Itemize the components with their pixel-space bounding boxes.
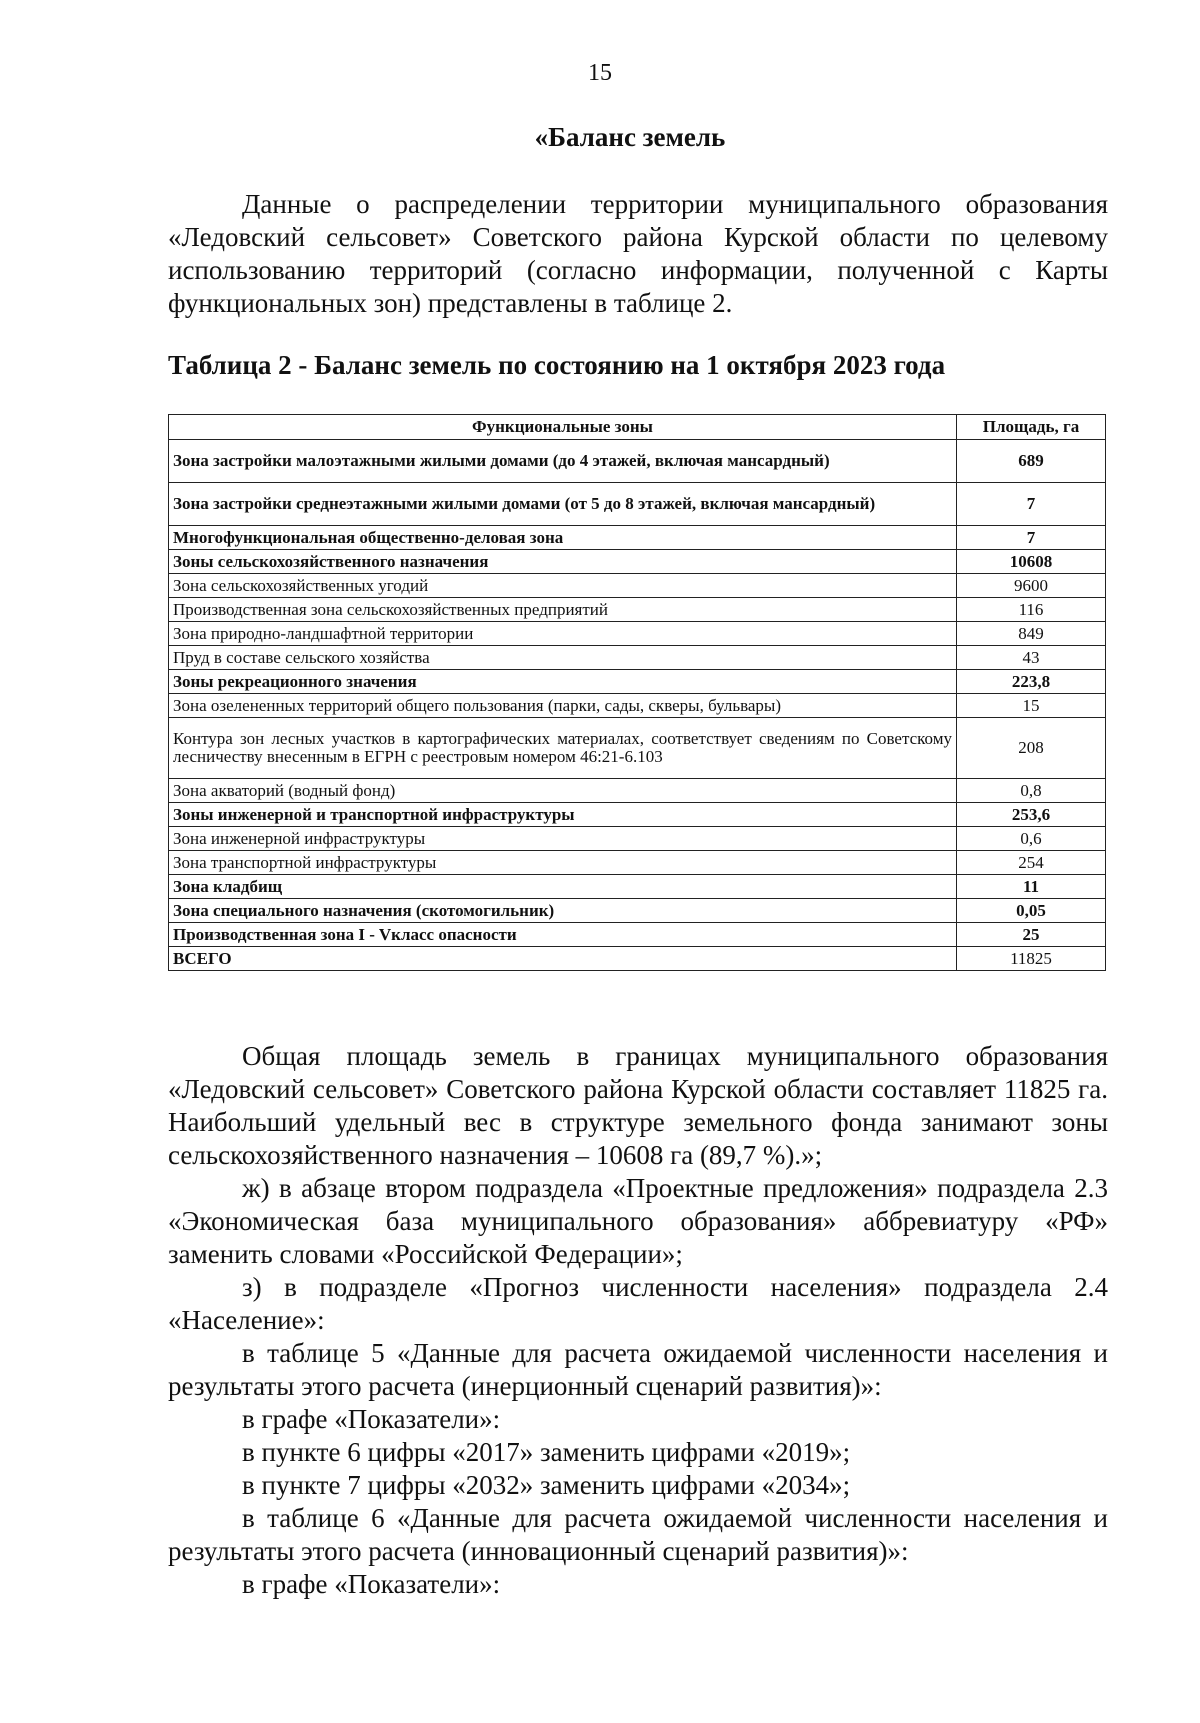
zone-area: 208	[957, 718, 1106, 779]
table-row	[169, 923, 1106, 947]
zone-name: Зона инженерной инфраструктуры	[169, 827, 957, 851]
zone-name: Зона застройки среднеэтажными жилыми домами (от 5 до 8 этажей, включая мансардный)	[169, 483, 957, 526]
table-row	[169, 875, 1106, 899]
intro-paragraph: Данные о распределении территории муниципального образования «Ледовский сельсовет» Советского района Курской области по целевому использованию территорий (согласно информации, полученной с Карты функциональных зон) представлены в таблице 2.	[168, 189, 1108, 318]
zone-name: Зона сельскохозяйственных угодий	[169, 574, 957, 598]
zone-area: 11	[957, 875, 1106, 899]
zone-name: Зона озелененных территорий общего пользования (парки, сады, скверы, бульвары)	[169, 694, 957, 718]
table-row	[169, 483, 1106, 526]
table-row	[169, 694, 1106, 718]
paragraph-table-6: в таблице 6 «Данные для расчета ожидаемой численности населения и результаты этого расчета (инновационный сценарий развития)»:	[168, 1503, 1108, 1566]
zone-name: Зона специального назначения (скотомогильник)	[169, 899, 957, 923]
zone-area: 43	[957, 646, 1106, 670]
table-row	[169, 550, 1106, 574]
zone-area: 7	[957, 483, 1106, 526]
zone-area: 0,6	[957, 827, 1106, 851]
paragraph-total-area: Общая площадь земель в границах муниципального образования «Ледовский сельсовет» Советского района Курской области составляет 11825 га. Наибольший удельный вес в структуре земельного фонда занимают зоны сельскохозяйственного назначения – 10608 га (89,7 %).»;	[168, 1041, 1108, 1170]
zone-area: 15	[957, 694, 1106, 718]
table-row	[169, 646, 1106, 670]
paragraph-item-zh: ж) в абзаце втором подраздела «Проектные предложения» подраздела 2.3 «Экономическая база муниципального образования» аббревиатуру «РФ» заменить словами «Российской Федерации»;	[168, 1173, 1108, 1269]
table-title: Таблица 2 - Баланс земель по состоянию на 1 октября 2023 года	[168, 350, 946, 380]
zone-name: Зоны сельскохозяйственного назначения	[169, 550, 957, 574]
zone-area: 849	[957, 622, 1106, 646]
zone-area: 9600	[957, 574, 1106, 598]
paragraph-column-indicators: в графе «Показатели»:	[242, 1404, 501, 1434]
table-row	[169, 827, 1106, 851]
zone-area: 116	[957, 598, 1106, 622]
land-balance-table	[168, 414, 1106, 971]
zone-name: Зона застройки малоэтажными жилыми домами (до 4 этажей, включая мансардный)	[169, 440, 957, 483]
table-row	[169, 598, 1106, 622]
zone-area: 7	[957, 526, 1106, 550]
page-number: 15	[588, 60, 612, 86]
paragraph-item-7: в пункте 7 цифры «2032» заменить цифрами «2034»;	[242, 1470, 851, 1500]
total-label: ВСЕГО	[169, 947, 957, 971]
zone-name: Зоны инженерной и транспортной инфраструктуры	[169, 803, 957, 827]
table-row	[169, 574, 1106, 598]
zone-name: Производственная зона сельскохозяйственных предприятий	[169, 598, 957, 622]
table-row	[169, 440, 1106, 483]
header-area: Площадь, га	[957, 415, 1106, 440]
paragraph-column-indicators-2: в графе «Показатели»:	[242, 1569, 501, 1599]
paragraph-table-5: в таблице 5 «Данные для расчета ожидаемой численности населения и результаты этого расчета (инерционный сценарий развития)»:	[168, 1338, 1108, 1401]
table-row	[169, 622, 1106, 646]
table-total-row	[169, 947, 1106, 971]
zone-name: Зоны рекреационного значения	[169, 670, 957, 694]
section-heading: «Баланс земель	[534, 122, 726, 152]
table-header-row	[169, 415, 1106, 440]
zone-area: 253,6	[957, 803, 1106, 827]
paragraph-item-z: з) в подразделе «Прогноз численности населения» подраздела 2.4 «Население»:	[168, 1272, 1108, 1335]
table-row	[169, 899, 1106, 923]
zone-name: Зона транспортной инфраструктуры	[169, 851, 957, 875]
zone-area: 10608	[957, 550, 1106, 574]
paragraph-item-6: в пункте 6 цифры «2017» заменить цифрами «2019»;	[242, 1437, 851, 1467]
zone-name: Зона природно-ландшафтной территории	[169, 622, 957, 646]
total-area: 11825	[957, 947, 1106, 971]
zone-name: Пруд в составе сельского хозяйства	[169, 646, 957, 670]
zone-name: Производственная зона I - Vкласс опасности	[169, 923, 957, 947]
zone-area: 25	[957, 923, 1106, 947]
table-row	[169, 526, 1106, 550]
header-zones: Функциональные зоны	[169, 415, 957, 440]
zone-area: 0,05	[957, 899, 1106, 923]
zone-name: Многофункциональная общественно-деловая зона	[169, 526, 957, 550]
zone-area: 254	[957, 851, 1106, 875]
zone-area: 223,8	[957, 670, 1106, 694]
zone-name: Зона кладбищ	[169, 875, 957, 899]
table-row	[169, 803, 1106, 827]
table-row	[169, 851, 1106, 875]
zone-area: 0,8	[957, 779, 1106, 803]
zone-area: 689	[957, 440, 1106, 483]
table-row	[169, 779, 1106, 803]
zone-name: Контура зон лесных участков в картографических материалах, соответствует сведениям по Советскому лесничеству внесенным в ЕГРН с реестровым номером 46:21-6.103	[169, 718, 957, 779]
zone-name: Зона акваторий (водный фонд)	[169, 779, 957, 803]
table-row	[169, 718, 1106, 779]
table-row	[169, 670, 1106, 694]
